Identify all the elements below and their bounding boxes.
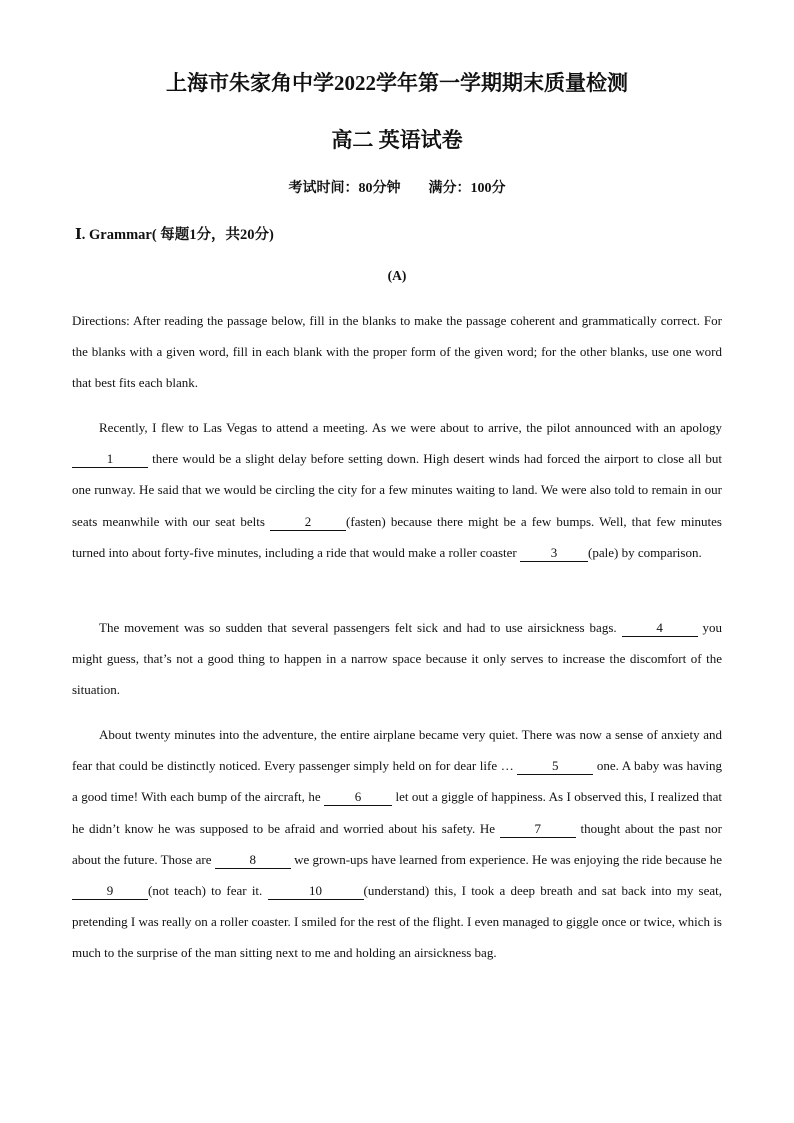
exam-score: 满分：100分 bbox=[428, 181, 506, 196]
blank-5[interactable]: 5 bbox=[517, 758, 593, 775]
passage-text: (not teach) to fear it. bbox=[148, 883, 268, 899]
blank-9[interactable]: 9 bbox=[72, 883, 148, 900]
passage-text: there would be a slight delay before setting down. High desert winds had forced the airport to close all but one runway. He said that we would be circling the city for a few minutes waiting to land. We were also told to remain in our seats meanwhile with our seat belts bbox=[72, 451, 722, 529]
exam-title: 上海市朱家角中学2022学年第一学期期末质量检测 bbox=[166, 71, 628, 95]
passage-text: Recently, I flew to Las Vegas to attend a meeting. As we were about to arrive, the pilot announced with an apology bbox=[99, 420, 722, 435]
passage-text: (understand) this, I took a deep breath and sat back into my seat, pretending I was really on a roller coaster. I smiled for the rest of the flight. I even managed to giggle once or twice, which is much to the surprise of the man sitting next to me and holding an airsickness bag. bbox=[72, 883, 722, 961]
passage-text: you might guess, that’s not a good thing to happen in a narrow space because it only serves to increase the discomfort of the situation. bbox=[72, 620, 722, 698]
passage-text: we grown-ups have learned from experience. He was enjoying the ride because he bbox=[290, 851, 722, 867]
passage-text: let out a giggle of happiness. As I observed this, I realized that he didn’t know he was supposed to be afraid and worried about his safety. He bbox=[72, 789, 722, 836]
passage-text: (pale) by comparison. bbox=[588, 544, 702, 560]
blank-6[interactable]: 6 bbox=[324, 789, 392, 806]
passage-text: The movement was so sudden that several passengers felt sick and had to use airsickness bags. bbox=[99, 620, 622, 635]
part-label: (A) bbox=[387, 268, 407, 283]
passage-paragraph-2 bbox=[72, 612, 722, 706]
blank-1[interactable]: 1 bbox=[72, 451, 148, 468]
blank-7[interactable]: 7 bbox=[500, 821, 576, 838]
exam-time: 考试时间：80分钟 bbox=[288, 181, 401, 196]
blank-8[interactable]: 8 bbox=[215, 852, 291, 869]
blank-3[interactable]: 3 bbox=[520, 545, 588, 562]
blank-4[interactable]: 4 bbox=[622, 620, 698, 637]
passage-text: one. A baby was having a good time! With each bump of the aircraft, he bbox=[72, 758, 723, 805]
exam-subtitle: 高二 英语试卷 bbox=[331, 128, 463, 152]
section-heading: Ⅰ. Grammar( 每题1分，共20分) bbox=[75, 227, 274, 243]
blank-10[interactable]: 10 bbox=[268, 883, 364, 900]
passage-paragraph-1 bbox=[72, 412, 722, 568]
directions-text: Directions: After reading the passage below, fill in the blanks to make the passage coherent and grammatically correct. For the blanks with a given word, fill in each blank with the proper form of the given word; for the other blanks, use one word that best fits each blank. bbox=[72, 313, 722, 391]
passage-text: About twenty minutes into the adventure, the entire airplane became very quiet. There was now a sense of anxiety and fear that could be distinctly noticed. Every passenger simply held on for dear life … bbox=[72, 727, 722, 774]
passage-text: (fasten) because there might be a few bumps. Well, that few minutes turned into about forty-five minutes, including a ride that would make a roller coaster bbox=[72, 513, 722, 560]
passage-paragraph-3 bbox=[72, 719, 722, 969]
blank-2[interactable]: 2 bbox=[270, 514, 346, 531]
exam-meta bbox=[0, 177, 794, 197]
passage-text: thought about the past nor about the future. Those are bbox=[72, 820, 722, 867]
